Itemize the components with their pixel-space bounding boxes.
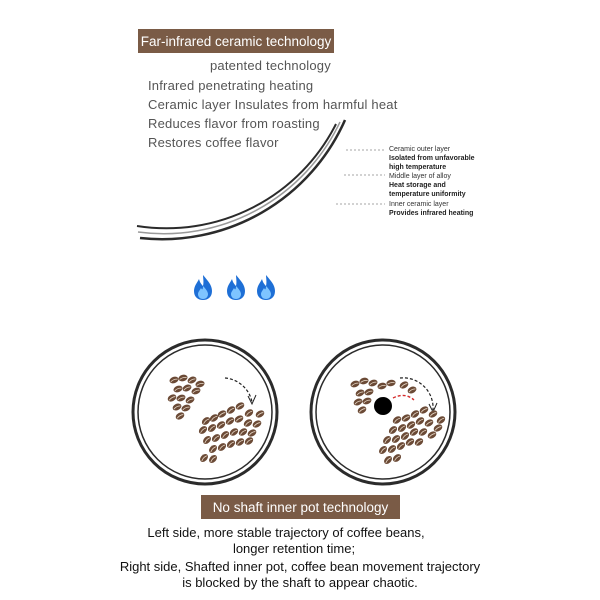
right-bean-cluster xyxy=(350,377,447,466)
coffee-bean-icon xyxy=(391,415,402,426)
coffee-bean-icon xyxy=(409,409,420,420)
coffee-bean-icon xyxy=(359,377,370,386)
right-pot xyxy=(311,340,455,484)
coffee-bean-icon xyxy=(197,425,208,436)
feature-item-restores: Restores coffee flavor xyxy=(148,135,279,150)
coffee-bean-icon xyxy=(398,380,409,390)
coffee-bean-icon xyxy=(395,441,406,452)
coffee-bean-icon xyxy=(350,379,361,388)
coffee-bean-icon xyxy=(396,423,407,434)
coffee-bean-icon xyxy=(368,378,379,387)
coffee-bean-icon xyxy=(224,416,235,427)
coffee-bean-icon xyxy=(228,427,239,438)
coffee-bean-icon xyxy=(242,418,253,429)
coffee-bean-icon xyxy=(225,439,236,450)
coffee-bean-icon xyxy=(184,395,195,405)
layer-middle-desc2: temperature uniformity xyxy=(389,191,466,198)
section-title-ceramic-text: Far-infrared ceramic technology xyxy=(140,33,332,49)
coffee-bean-icon xyxy=(181,383,192,393)
left-pot xyxy=(133,340,277,484)
coffee-bean-icon xyxy=(201,434,212,445)
coffee-bean-icon xyxy=(225,405,236,416)
coffee-bean-icon xyxy=(356,405,367,415)
coffee-bean-icon xyxy=(200,416,211,427)
layer-inner-desc1: Provides infrared heating xyxy=(389,210,474,217)
coffee-bean-icon xyxy=(382,454,393,465)
coffee-bean-icon xyxy=(387,425,398,436)
coffee-bean-icon xyxy=(216,442,227,453)
coffee-bean-icon xyxy=(362,396,373,405)
coffee-bean-icon xyxy=(352,397,363,407)
feature-item-ceramic: Ceramic layer Insulates from harmful heat xyxy=(148,97,398,112)
shaft-icon xyxy=(374,397,392,415)
coffee-bean-icon xyxy=(251,419,262,429)
description-line-4: is blocked by the shaft to appear chaotic. xyxy=(182,575,418,590)
layer-outer-desc1: Isolated from unfavorable xyxy=(389,155,475,162)
coffee-bean-icon xyxy=(234,437,245,448)
coffee-bean-icon xyxy=(171,402,182,412)
description-line-3: Right side, Shafted inner pot, coffee bean movement trajectory xyxy=(119,559,481,574)
coffee-bean-icon xyxy=(195,380,206,389)
coffee-bean-icon xyxy=(207,443,218,454)
description-line-1: Left side, more stable trajectory of coffee beans, xyxy=(147,525,425,540)
coffee-bean-icon xyxy=(191,386,202,395)
coffee-bean-icon xyxy=(215,420,226,431)
coffee-bean-icon xyxy=(354,388,365,398)
coffee-bean-icon xyxy=(206,423,217,434)
coffee-bean-icon xyxy=(173,384,184,393)
feature-item-patented: patented technology xyxy=(210,58,331,73)
coffee-bean-icon xyxy=(234,401,245,411)
coffee-bean-icon xyxy=(427,409,438,419)
coffee-bean-icon xyxy=(174,411,185,421)
feature-item-reduces: Reduces flavor from roasting xyxy=(148,116,320,131)
coffee-bean-icon xyxy=(237,427,248,438)
coffee-bean-icon xyxy=(254,409,265,419)
description-line-2: longer retention time; xyxy=(232,541,356,556)
left-bean-cluster xyxy=(166,374,265,465)
layer-outer-name: Ceramic outer layer xyxy=(389,146,451,153)
coffee-bean-icon xyxy=(166,393,177,403)
red-blocked-trajectory xyxy=(393,395,414,400)
coffee-bean-icon xyxy=(390,434,401,445)
coffee-bean-icon xyxy=(386,444,397,455)
section-title-no-shaft xyxy=(201,495,400,519)
left-trajectory-arrow xyxy=(225,378,252,402)
left-pot-outer-ring xyxy=(133,340,277,484)
coffee-bean-icon xyxy=(418,405,429,415)
coffee-bean-icon xyxy=(246,428,257,438)
coffee-bean-icon xyxy=(364,387,375,396)
section-title-no-shaft-text: No shaft inner pot technology xyxy=(212,499,389,515)
coffee-bean-icon xyxy=(400,413,411,423)
coffee-bean-icon xyxy=(413,437,424,448)
coffee-bean-icon xyxy=(198,452,209,463)
layer-outer-desc2: high temperature xyxy=(389,164,447,171)
coffee-bean-icon xyxy=(219,430,230,441)
coffee-bean-icon xyxy=(243,436,254,447)
coffee-bean-icon xyxy=(377,444,388,455)
coffee-bean-icon xyxy=(243,408,254,419)
coffee-bean-icon xyxy=(435,415,446,426)
coffee-bean-icon xyxy=(169,375,180,384)
coffee-bean-icon xyxy=(178,374,189,383)
coffee-bean-icon xyxy=(233,414,244,424)
coffee-bean-icon xyxy=(377,382,388,391)
coffee-bean-icon xyxy=(176,393,187,402)
coffee-bean-icon xyxy=(391,453,402,464)
coffee-bean-icon xyxy=(414,416,425,427)
coffee-bean-icon xyxy=(210,433,221,444)
coffee-bean-icon xyxy=(406,385,417,395)
coffee-bean-icon xyxy=(417,427,428,438)
coffee-bean-icon xyxy=(181,403,192,412)
layer-middle-desc1: Heat storage and xyxy=(389,182,446,189)
coffee-bean-icon xyxy=(207,453,218,464)
coffee-bean-icon xyxy=(381,434,392,445)
feature-item-infrared: Infrared penetrating heating xyxy=(148,78,314,93)
coffee-bean-icon xyxy=(423,418,434,428)
coffee-bean-icon xyxy=(386,379,396,387)
layer-inner-name: Inner ceramic layer xyxy=(389,201,449,208)
layer-middle-name: Middle layer of alloy xyxy=(389,173,451,180)
